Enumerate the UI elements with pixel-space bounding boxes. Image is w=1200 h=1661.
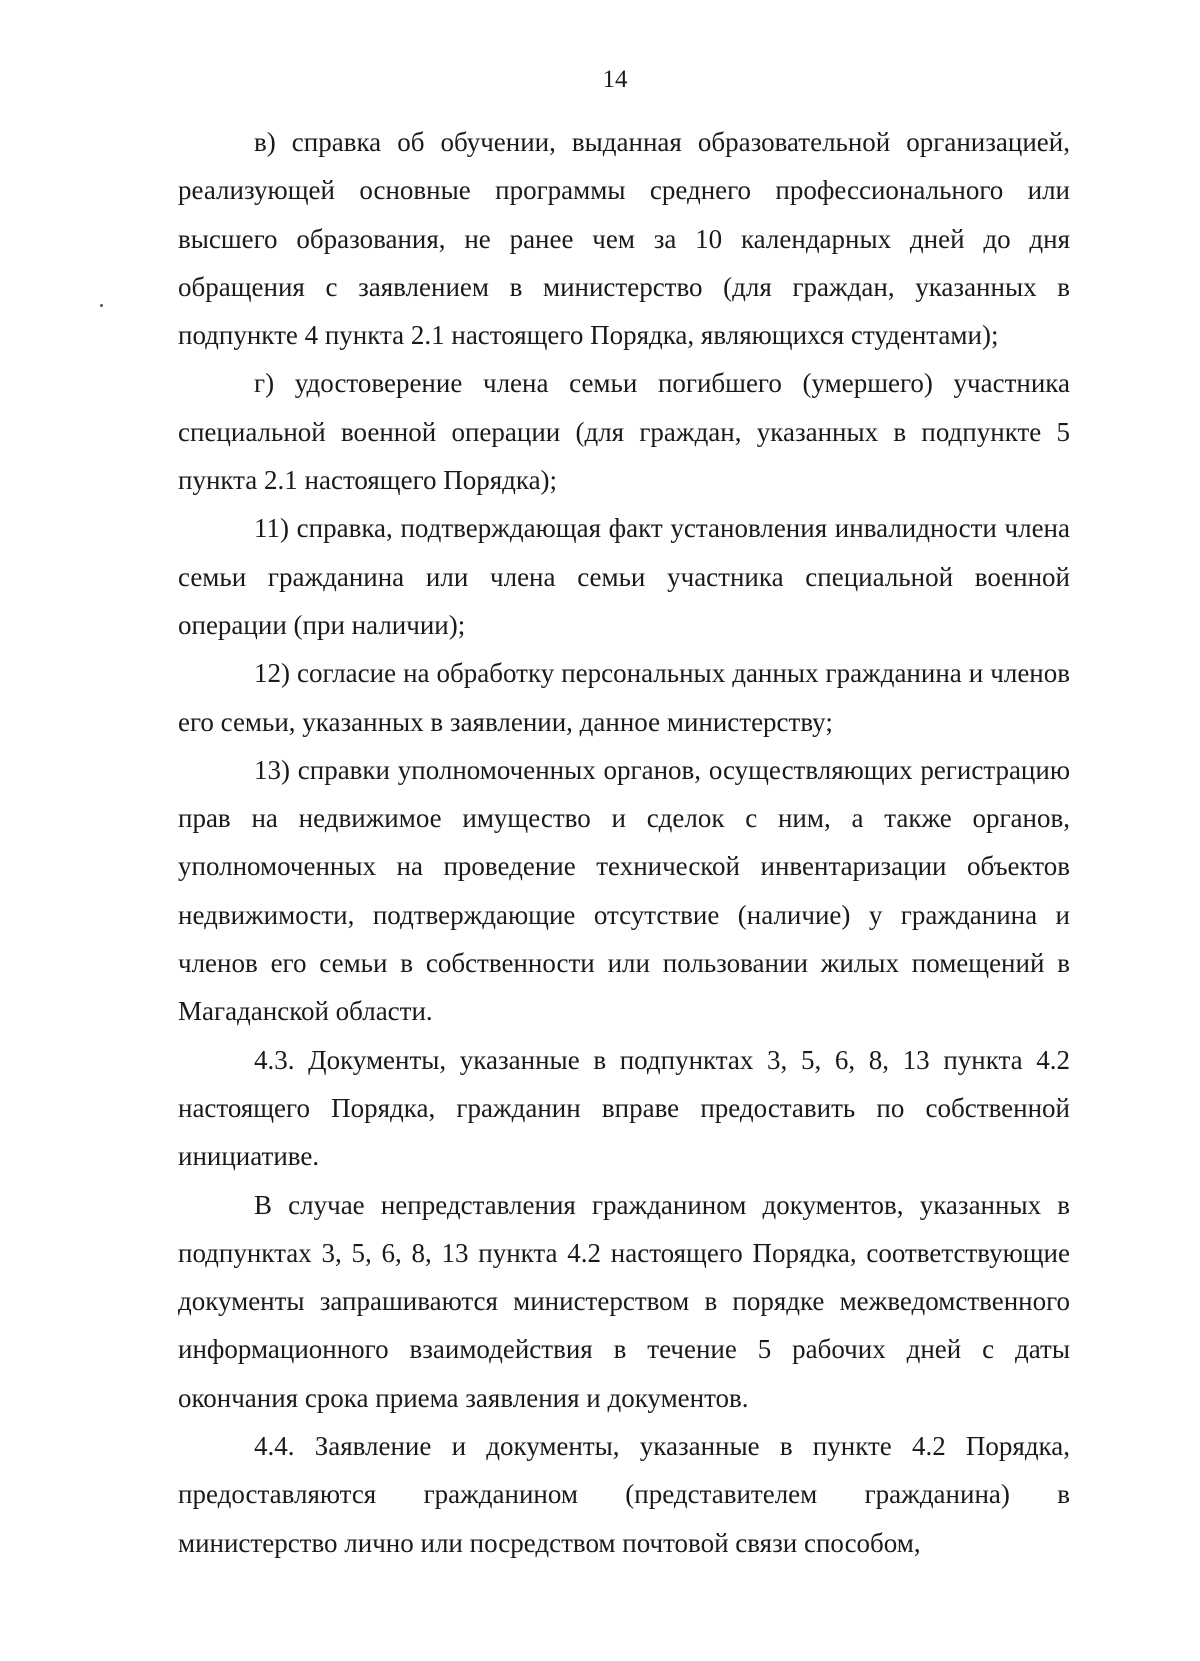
paragraph-item-12: 12) согласие на обработку персональных данных гражданина и членов его семьи, указанных в заявлении, данное министерству;: [178, 658, 1070, 737]
paragraph-item-v: в) справка об обучении, выданная образовательной организацией, реализующей основные программы среднего профессионального или высшего образования, не ранее чем за 10 календарных дней до дня обращения с заявлением в министерство (для граждан, указанных в подпункте 4 пункта 2.1 настоящего Порядка, являющихся студентами);: [178, 127, 1070, 351]
paragraph-item-g: г) удостоверение члена семьи погибшего (умершего) участника специальной военной операции (для граждан, указанных в подпункте 5 пункта 2.1 настоящего Порядка);: [178, 368, 1070, 496]
document-body: [178, 118, 1070, 1567]
paragraph-item-13: 13) справки уполномоченных органов, осуществляющих регистрацию прав на недвижимое имущество и сделок с ним, а также органов, уполномоченных на проведение технической инвентаризации объектов недвижимости, подтверждающие отсутствие (наличие) у гражданина и членов его семьи в собственности или пользовании жилых помещений в Магаданской области.: [178, 754, 1070, 1027]
paragraph-section-4-4: 4.4. Заявление и документы, указанные в пункте 4.2 Порядка, предоставляются гражданином (представителем гражданина) в министерство лично или посредством почтовой связи способом,: [178, 1431, 1070, 1558]
paragraph-section-4-3-continued: В случае непредставления гражданином документов, указанных в подпунктах 3, 5, 6, 8, 13 пункта 4.2 настоящего Порядка, соответствующие документы запрашиваются министерством в порядке межведомственного информационного взаимодействия в течение 5 рабочих дней с даты окончания срока приема заявления и документов.: [178, 1189, 1070, 1413]
scan-artifact-dot: [100, 304, 103, 307]
paragraph-item-11: 11) справка, подтверждающая факт установления инвалидности члена семьи гражданина или члена семьи участника специальной военной операции (при наличии);: [178, 513, 1070, 640]
paragraph-section-4-3: 4.3. Документы, указанные в подпунктах 3, 5, 6, 8, 13 пункта 4.2 настоящего Порядка, гражданин вправе предоставить по собственной инициативе.: [178, 1044, 1070, 1172]
page-number: 14: [602, 66, 628, 93]
